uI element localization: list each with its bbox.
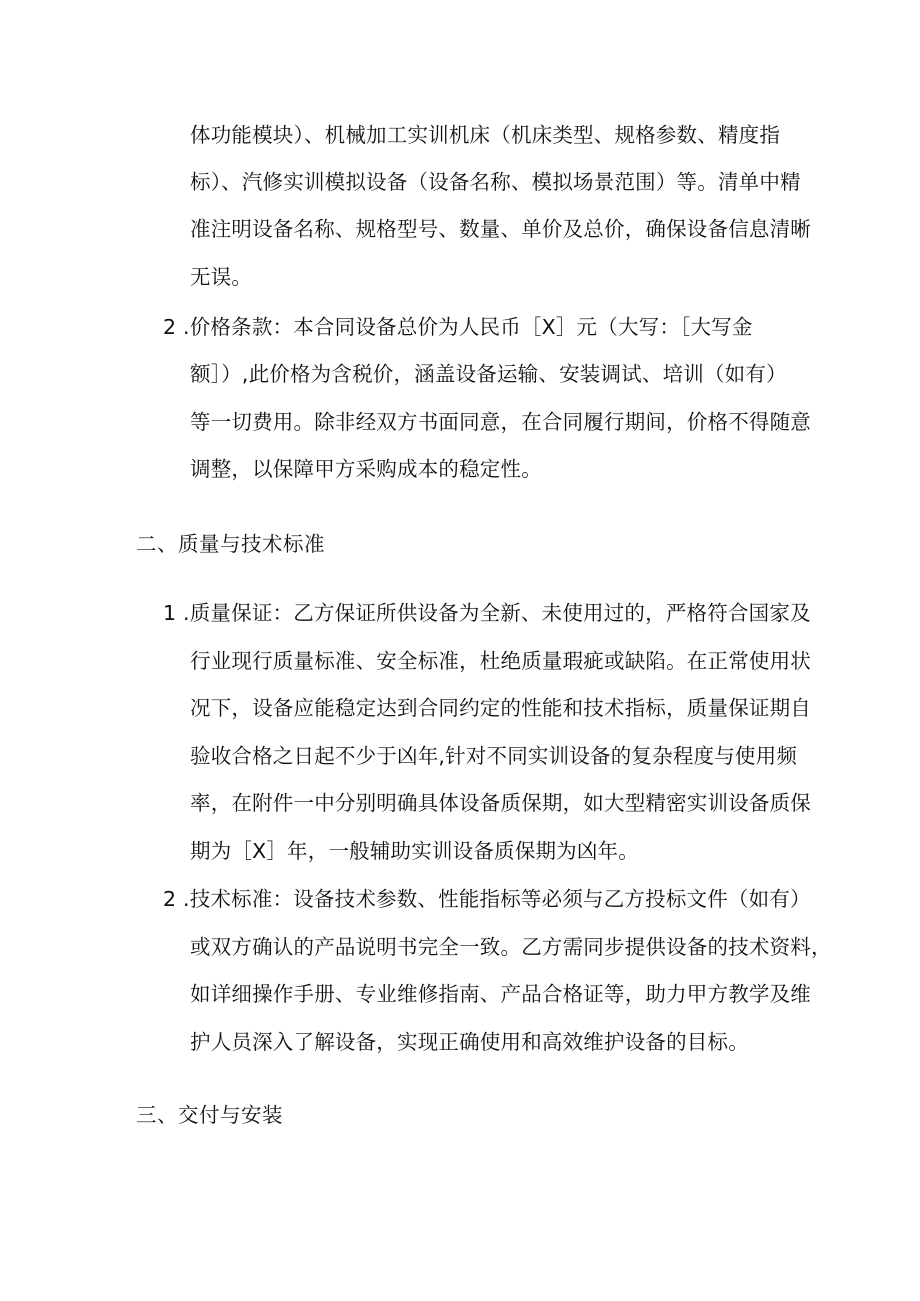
item-quality-number: 1 — [163, 601, 177, 625]
item-price-line-2: 额］）,此价格为含税价，涵盖设备运输、安装调试、培训（如有） — [190, 362, 787, 386]
intro-line-3: 准注明设备名称、规格型号、数量、单价及总价，确保设备信息清晰 — [190, 217, 811, 241]
item-tech-line-2: 或双方确认的产品说明书完全一致。乙方需同步提供设备的技术资料， — [190, 935, 832, 959]
item-quality-line-1: .质量保证：乙方保证所供设备为全新、未使用过的，严格符合国家及 — [183, 601, 811, 625]
item-price-line-1: .价格条款：本合同设备总价为人民币［X］元（大写：［大写金 — [183, 315, 753, 339]
item-tech-line-3: 如详细操作手册、专业维修指南、产品合格证等，助力甲方教学及维 — [190, 982, 811, 1006]
item-quality-line-4: 验收合格之日起不少于凶年,针对不同实训设备的复杂程度与使用频 — [190, 744, 798, 768]
item-quality-line-3: 况下，设备应能稳定达到合同约定的性能和技术指标，质量保证期自 — [190, 696, 811, 720]
intro-line-1: 体功能模块）、机械加工实训机床（机床类型、规格参数、精度指 — [190, 123, 781, 147]
intro-line-4: 无误。 — [190, 265, 253, 289]
intro-line-2: 标）、汽修实训模拟设备（设备名称、模拟场景范围）等。清单中精 — [190, 170, 801, 194]
item-price-line-4: 调整，以保障甲方采购成本的稳定性。 — [190, 457, 542, 481]
item-quality-line-2: 行业现行质量标准、安全标准，杜绝质量瑕疵或缺陷。在正常使用状 — [190, 649, 811, 673]
item-price-line-3: 等一切费用。除非经双方书面同意，在合同履行期间，价格不得随意 — [190, 410, 811, 434]
section-two-heading: 二、质量与技术标准 — [136, 532, 325, 556]
item-quality-line-5: 率，在附件一中分别明确具体设备质保期，如大型精密实训设备质保 — [190, 791, 811, 815]
item-tech-number: 2 — [163, 887, 177, 911]
item-quality-line-6: 期为［X］年，一般辅助实训设备质保期为凶年。 — [190, 839, 639, 863]
section-three-heading: 三、交付与安装 — [136, 1103, 283, 1127]
item-tech-line-4: 护人员深入了解设备，实现正确使用和高效维护设备的目标。 — [190, 1030, 749, 1054]
item-price-number: 2 — [163, 315, 177, 339]
item-tech-line-1: .技术标准：设备技术参数、性能指标等必须与乙方投标文件（如有） — [183, 887, 811, 911]
